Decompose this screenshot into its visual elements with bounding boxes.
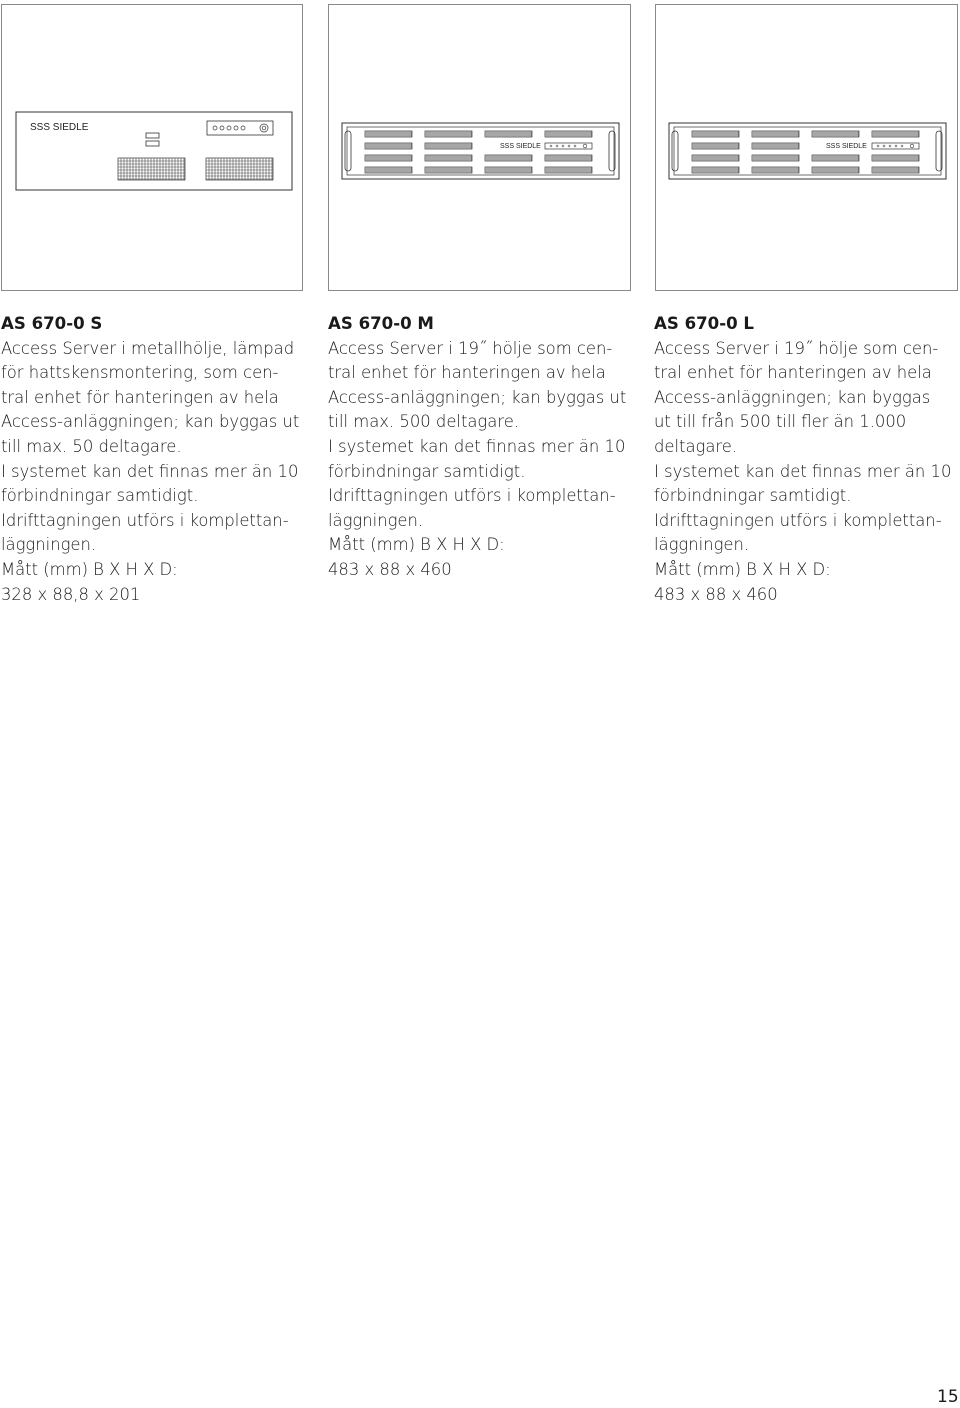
description-line: Access-anläggningen; kan byggas (654, 387, 931, 407)
description-line: Access-anläggningen; kan byggas ut (328, 387, 627, 407)
description-line: läggningen. (654, 535, 750, 555)
siedle-logo: SSS SIEDLE (826, 143, 867, 150)
description-line: läggningen. (1, 535, 97, 555)
description-line: Idrifttagningen utförs i komplettan- (328, 486, 616, 506)
rack-unit (342, 123, 619, 179)
description-line: tral enhet för hanteringen av hela (654, 363, 932, 383)
product-description-m (328, 312, 628, 583)
dimensions-value: 483 x 88 x 460 (654, 584, 778, 604)
description-line: Idrifttagningen utförs i komplettan- (654, 510, 942, 530)
device-illustration-m (329, 5, 632, 292)
product-image-as670-l (655, 4, 958, 291)
device-illustration-s (2, 5, 304, 292)
description-line: Access Server i 19˝ hölje som cen- (328, 338, 613, 358)
description-line: ut till från 500 till fler än 1.000 (654, 412, 907, 432)
description-line: deltagare. (654, 436, 738, 456)
description-line: Access-anläggningen; kan byggas ut (1, 412, 300, 432)
description-line: Access Server i 19˝ hölje som cen- (654, 338, 939, 358)
dimensions-value: 328 x 88,8 x 201 (1, 584, 141, 604)
description-line: I systemet kan det finnas mer än 10 (654, 461, 952, 481)
description-line: förbindningar samtidigt. (1, 486, 199, 506)
siedle-logo: SSS SIEDLE (30, 122, 89, 133)
product-image-as670-m (328, 4, 631, 291)
product-description-s (1, 312, 301, 607)
description-line: Idrifttagningen utförs i komplettan- (1, 510, 289, 530)
page-number: 15 (937, 1387, 959, 1407)
product-description-l (654, 312, 954, 607)
product-title: AS 670-0 S (1, 314, 103, 333)
description-line: till max. 50 deltagare. (1, 436, 182, 456)
description-line: för hattskensmontering, som cen- (1, 363, 279, 383)
dimensions-label: Mått (mm) B X H X D: (1, 559, 178, 579)
dimensions-label: Mått (mm) B X H X D: (328, 535, 505, 555)
description-line: Access Server i metallhölje, lämpad (1, 338, 295, 358)
siedle-logo: SSS SIEDLE (500, 143, 541, 150)
product-title: AS 670-0 L (654, 314, 754, 333)
description-line: till max. 500 deltagare. (328, 412, 519, 432)
dimensions-value: 483 x 88 x 460 (328, 559, 452, 579)
description-line: förbindningar samtidigt. (654, 486, 852, 506)
description-line: tral enhet för hanteringen av hela (328, 363, 606, 383)
product-image-as670-s (1, 4, 303, 291)
dimensions-label: Mått (mm) B X H X D: (654, 559, 831, 579)
description-line: tral enhet för hanteringen av hela (1, 387, 279, 407)
device-illustration-l (656, 5, 959, 292)
rack-unit (669, 123, 946, 179)
product-title: AS 670-0 M (328, 314, 434, 333)
description-line: I systemet kan det finnas mer än 10 (1, 461, 299, 481)
description-line: förbindningar samtidigt. (328, 461, 526, 481)
description-line: I systemet kan det finnas mer än 10 (328, 436, 626, 456)
description-line: läggningen. (328, 510, 424, 530)
